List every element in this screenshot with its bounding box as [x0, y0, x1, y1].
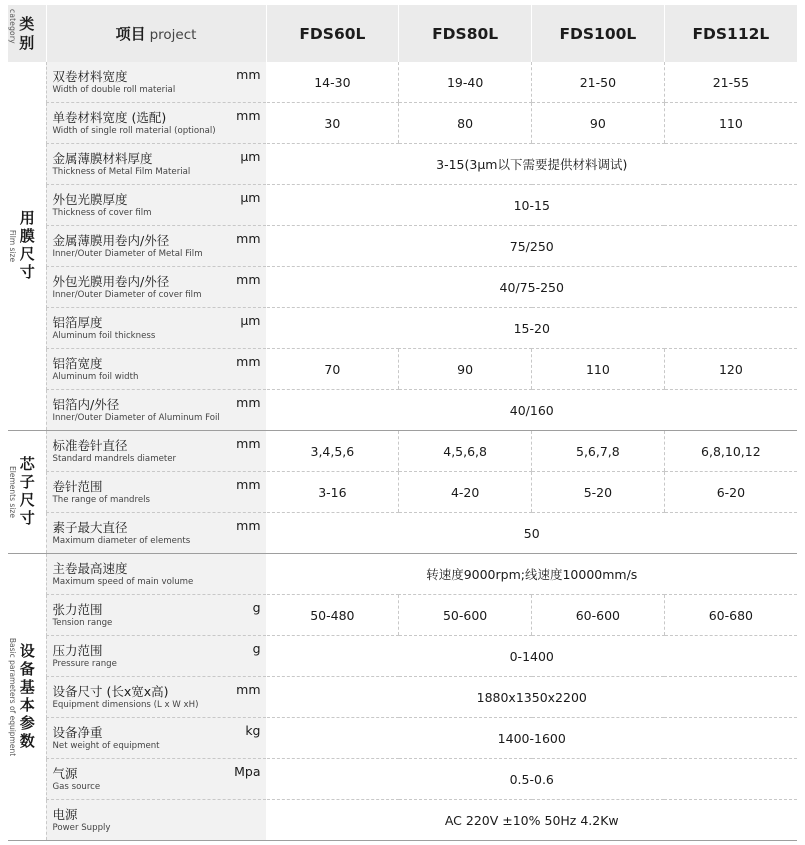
value-cell-merged: 0.5-0.6 — [266, 759, 797, 800]
header-project-en: project — [149, 27, 197, 43]
value-cell: 50-480 — [266, 595, 399, 636]
item-unit: mm — [236, 477, 261, 493]
table-row — [8, 103, 797, 144]
item-label-zh: 张力范围 — [52, 602, 103, 618]
item-cell — [46, 185, 266, 226]
table-row — [8, 677, 797, 718]
item-unit: kg — [245, 723, 261, 739]
value-cell-merged: 50 — [266, 513, 797, 554]
category-inner — [8, 210, 46, 282]
category-label-zh: 芯子尺寸 — [17, 456, 36, 529]
item-box — [47, 759, 266, 799]
value-cell: 14-30 — [266, 62, 399, 103]
item-box — [47, 349, 266, 389]
value-cell: 60-680 — [664, 595, 797, 636]
spec-body — [8, 62, 797, 841]
item-label-zh: 铝箔厚度 — [52, 315, 103, 331]
item-label-en: Maximum speed of main volume — [52, 577, 194, 588]
table-row — [8, 718, 797, 759]
item-label-zh: 铝箔内/外径 — [52, 397, 120, 413]
item-box — [47, 677, 266, 717]
item-label-zh: 标准卷针直径 — [52, 438, 128, 454]
item-label-zh: 素子最大直径 — [52, 520, 128, 536]
value-cell: 90 — [399, 349, 532, 390]
item-label-zh: 设备净重 — [52, 725, 103, 741]
table-row — [8, 472, 797, 513]
item-box — [47, 718, 266, 758]
item-label-en: Inner/Outer Diameter of cover film — [52, 290, 202, 301]
header-row — [8, 5, 797, 62]
spec-table — [8, 5, 797, 841]
item-cell — [46, 103, 266, 144]
value-cell: 80 — [399, 103, 532, 144]
item-label-en: Net weight of equipment — [52, 741, 160, 752]
item-box — [47, 513, 266, 553]
table-row — [8, 390, 797, 431]
item-unit: μm — [240, 190, 261, 206]
item-label-en: Equipment dimensions (L x W xH) — [52, 700, 199, 711]
item-label-zh: 双卷材料宽度 — [52, 69, 128, 85]
item-unit: μm — [240, 313, 261, 329]
category-label-en: Elements size — [8, 466, 17, 519]
item-label-en: The range of mandrels — [52, 495, 150, 506]
item-label-zh: 主卷最高速度 — [52, 561, 128, 577]
table-row — [8, 554, 797, 595]
table-row — [8, 759, 797, 800]
item-cell — [46, 636, 266, 677]
value-cell: 21-55 — [664, 62, 797, 103]
value-cell-merged: 10-15 — [266, 185, 797, 226]
item-unit: mm — [236, 395, 261, 411]
item-box — [47, 308, 266, 348]
item-label-zh: 外包光膜用卷内/外径 — [52, 274, 170, 290]
value-cell-merged: 转速度9000rpm;线速度10000mm/s — [266, 554, 797, 595]
item-box — [47, 62, 266, 102]
item-cell — [46, 595, 266, 636]
item-box — [47, 554, 266, 594]
item-box — [47, 226, 266, 266]
item-box — [47, 144, 266, 184]
item-label-en: Pressure range — [52, 659, 117, 670]
table-row — [8, 636, 797, 677]
value-cell: 6,8,10,12 — [664, 431, 797, 472]
table-row — [8, 267, 797, 308]
table-row — [8, 800, 797, 841]
value-cell-merged: 40/75-250 — [266, 267, 797, 308]
value-cell: 5-20 — [532, 472, 665, 513]
item-unit: μm — [240, 149, 261, 165]
header-model-2: FDS80L — [399, 5, 532, 62]
category-inner — [8, 638, 46, 757]
header-model-3: FDS100L — [532, 5, 665, 62]
table-row — [8, 144, 797, 185]
item-unit: g — [252, 641, 261, 657]
table-row — [8, 226, 797, 267]
item-unit: Mpa — [234, 764, 261, 780]
item-cell — [46, 390, 266, 431]
category-label-en: Film size — [8, 230, 17, 263]
item-unit: mm — [236, 682, 261, 698]
item-unit: mm — [236, 231, 261, 247]
value-cell-merged: AC 220V ±10% 50Hz 4.2Kw — [266, 800, 797, 841]
value-cell: 110 — [532, 349, 665, 390]
table-row — [8, 62, 797, 103]
table-row — [8, 595, 797, 636]
value-cell: 70 — [266, 349, 399, 390]
item-label-en: Aluminum foil width — [52, 372, 139, 383]
item-box — [47, 636, 266, 676]
item-label-en: Standard mandrels diameter — [52, 454, 177, 465]
value-cell: 6-20 — [664, 472, 797, 513]
table-row — [8, 308, 797, 349]
item-label-en: Thickness of Metal Film Material — [52, 167, 191, 178]
value-cell: 21-50 — [532, 62, 665, 103]
item-cell — [46, 554, 266, 595]
value-cell-merged: 3-15(3μm以下需要提供材料调试) — [266, 144, 797, 185]
item-label-en: Aluminum foil thickness — [52, 331, 156, 342]
value-cell: 5,6,7,8 — [532, 431, 665, 472]
item-label-en: Inner/Outer Diameter of Aluminum Foil — [52, 413, 220, 424]
value-cell: 50-600 — [399, 595, 532, 636]
value-cell-merged: 1880x1350x2200 — [266, 677, 797, 718]
item-cell — [46, 308, 266, 349]
value-cell: 3-16 — [266, 472, 399, 513]
value-cell: 4-20 — [399, 472, 532, 513]
item-cell — [46, 472, 266, 513]
item-label-en: Tension range — [52, 618, 113, 629]
item-label-en: Width of double roll material — [52, 85, 176, 96]
value-cell: 19-40 — [399, 62, 532, 103]
item-cell — [46, 677, 266, 718]
category-inner — [8, 456, 46, 528]
item-unit: mm — [236, 67, 261, 83]
header-project — [46, 5, 266, 62]
value-cell: 60-600 — [532, 595, 665, 636]
item-box — [47, 472, 266, 512]
category-cell — [8, 431, 46, 554]
item-cell — [46, 800, 266, 841]
item-box — [47, 595, 266, 635]
item-cell — [46, 144, 266, 185]
category-label-en: Basic parameters of equipment — [8, 638, 17, 757]
item-label-zh: 电源 — [52, 807, 78, 823]
header-model-4: FDS112L — [664, 5, 797, 62]
item-label-zh: 铝箔宽度 — [52, 356, 103, 372]
value-cell-merged: 15-20 — [266, 308, 797, 349]
item-cell — [46, 62, 266, 103]
item-cell — [46, 759, 266, 800]
item-label-zh: 金属薄膜材料厚度 — [52, 151, 153, 167]
item-label-zh: 金属薄膜用卷内/外径 — [52, 233, 170, 249]
value-cell-merged: 1400-1600 — [266, 718, 797, 759]
item-label-zh: 设备尺寸 (长x宽x高) — [52, 684, 169, 700]
table-row — [8, 513, 797, 554]
table-row — [8, 185, 797, 226]
item-unit: mm — [236, 436, 261, 452]
item-cell — [46, 349, 266, 390]
header-category — [8, 5, 46, 62]
item-label-zh: 单卷材料宽度 (选配) — [52, 110, 167, 126]
item-unit: g — [252, 600, 261, 616]
item-label-en: Power Supply — [52, 823, 111, 834]
value-cell: 30 — [266, 103, 399, 144]
item-unit: mm — [236, 108, 261, 124]
value-cell: 90 — [532, 103, 665, 144]
value-cell: 4,5,6,8 — [399, 431, 532, 472]
table-row — [8, 431, 797, 472]
value-cell: 120 — [664, 349, 797, 390]
item-box — [47, 800, 266, 840]
item-unit: mm — [236, 272, 261, 288]
value-cell: 3,4,5,6 — [266, 431, 399, 472]
header-model-1: FDS60L — [266, 5, 399, 62]
item-box — [47, 267, 266, 307]
item-box — [47, 431, 266, 471]
item-label-zh: 气源 — [52, 766, 78, 782]
item-unit: mm — [236, 518, 261, 534]
item-cell — [46, 718, 266, 759]
item-cell — [46, 431, 266, 472]
item-box — [47, 103, 266, 143]
value-cell-merged: 0-1400 — [266, 636, 797, 677]
item-cell — [46, 226, 266, 267]
item-label-en: Thickness of cover film — [52, 208, 152, 219]
item-label-en: Gas source — [52, 782, 101, 793]
item-cell — [46, 513, 266, 554]
table-row — [8, 349, 797, 390]
item-label-en: Maximum diameter of elements — [52, 536, 191, 547]
item-label-en: Inner/Outer Diameter of Metal Film — [52, 249, 203, 260]
category-label-zh: 设备基本参数 — [17, 643, 36, 752]
item-label-en: Width of single roll material (optional) — [52, 126, 216, 137]
category-label-zh: 用膜尺寸 — [17, 210, 36, 283]
value-cell-merged: 75/250 — [266, 226, 797, 267]
category-cell — [8, 62, 46, 431]
item-label-zh: 卷针范围 — [52, 479, 103, 495]
value-cell: 110 — [664, 103, 797, 144]
header-category-zh: 类别 — [19, 14, 35, 52]
item-label-zh: 外包光膜厚度 — [52, 192, 128, 208]
category-cell — [8, 554, 46, 841]
item-box — [47, 390, 266, 430]
item-label-zh: 压力范围 — [52, 643, 103, 659]
value-cell-merged: 40/160 — [266, 390, 797, 431]
header-category-en: category — [8, 9, 17, 44]
item-unit: mm — [236, 354, 261, 370]
header-project-zh: 项目 — [115, 25, 146, 43]
item-box — [47, 185, 266, 225]
item-cell — [46, 267, 266, 308]
